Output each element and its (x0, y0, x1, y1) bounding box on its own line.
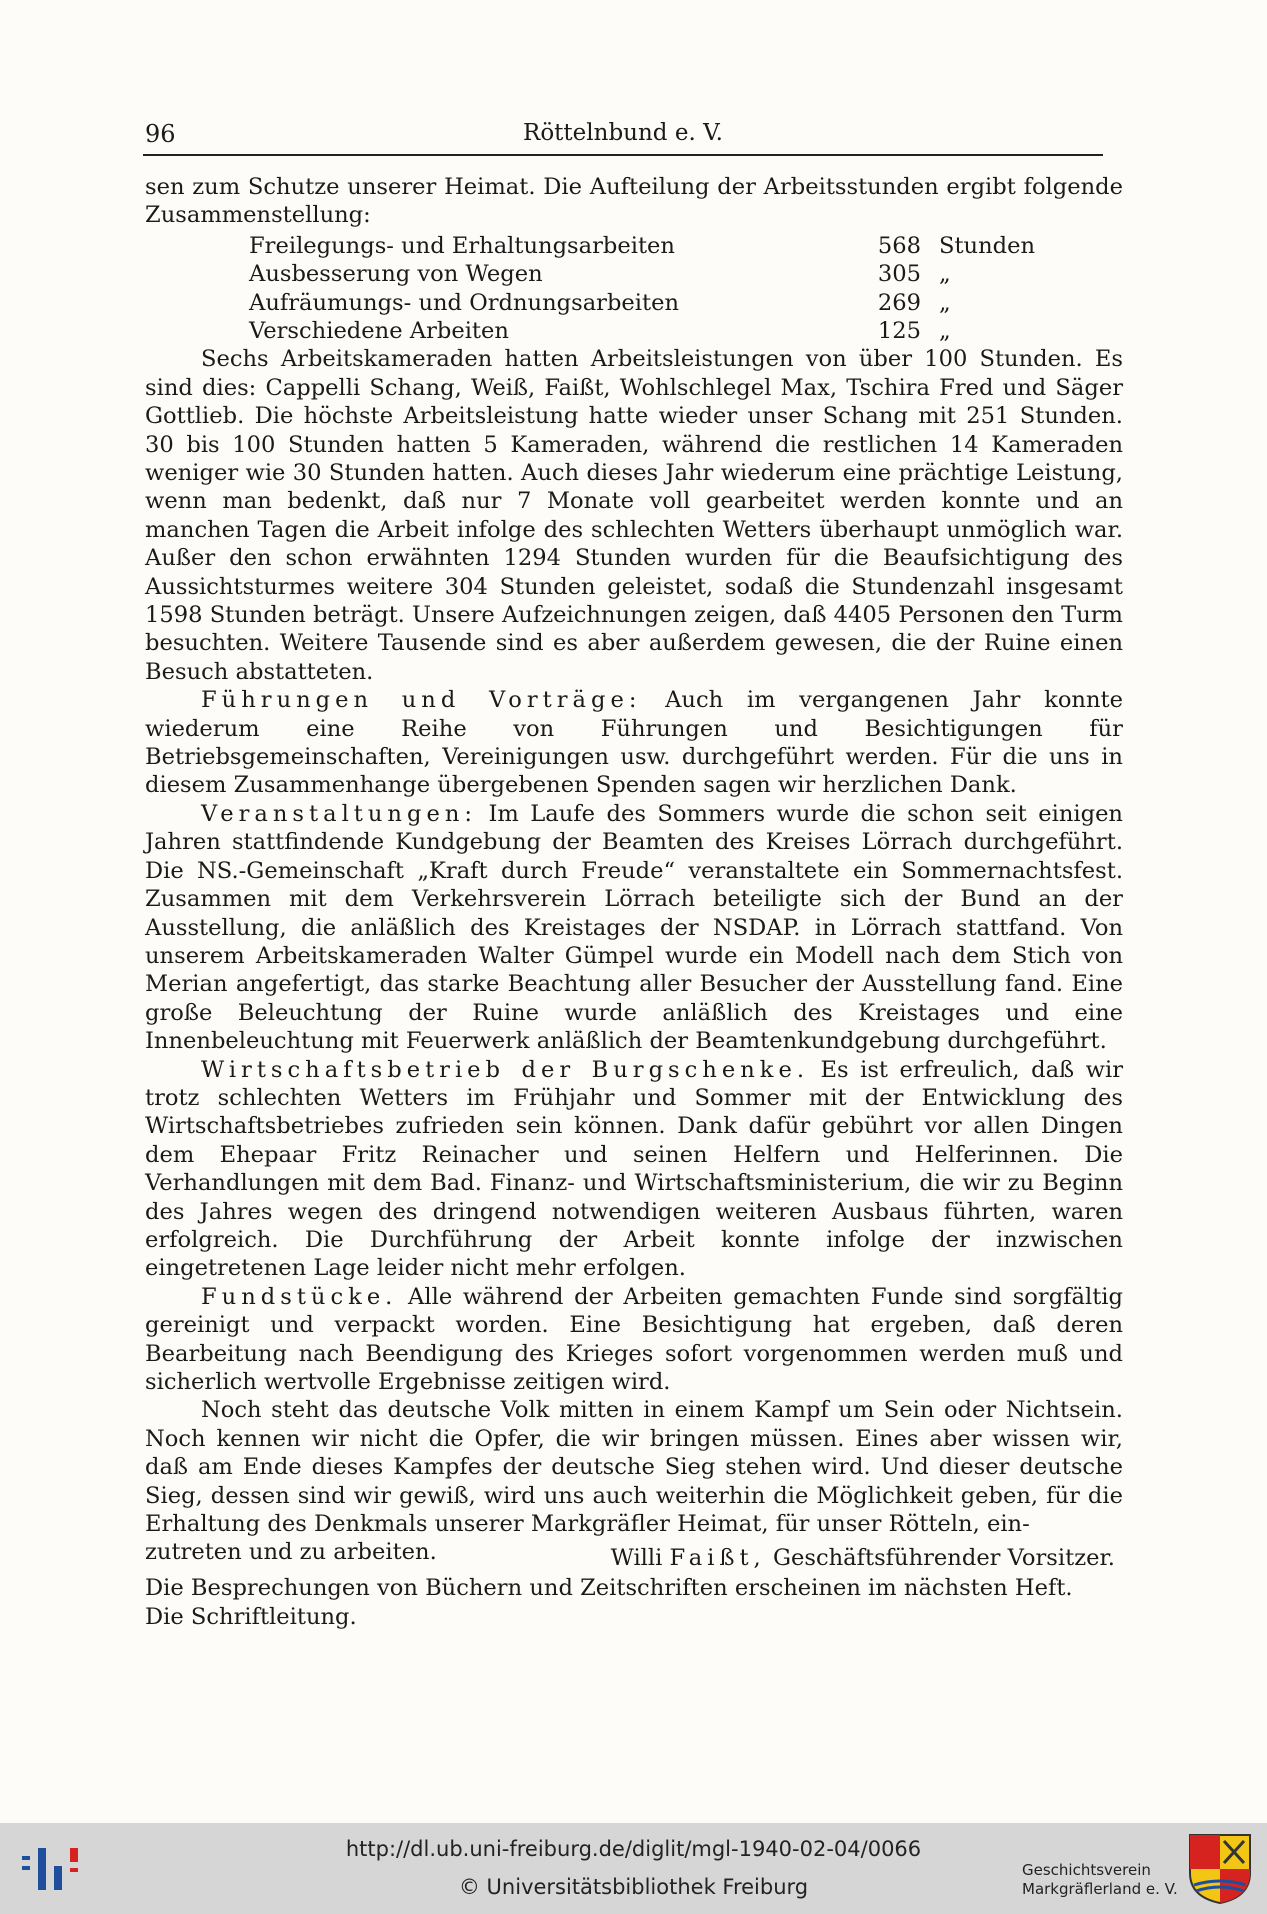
row-value: 305 (877, 261, 921, 288)
coat-of-arms-icon (1188, 1833, 1252, 1905)
page-body (145, 173, 1123, 1631)
row-label: Aufräumungs- und Ordnungsarbeiten (249, 289, 680, 316)
intro-paragraph: sen zum Schutze unserer Heimat. Die Aufteilung der Arbeitsstunden ergibt folgende Zusammenstellung: (145, 174, 1123, 229)
signature-line (145, 1538, 1123, 1574)
table-row (249, 232, 1123, 260)
table-row (249, 260, 1123, 288)
society-name (1022, 1861, 1178, 1899)
tours-paragraph (145, 686, 1123, 800)
section-heading: Führungen und Vorträge: (201, 687, 642, 714)
closing-last-line: zutreten und zu arbeiten. (145, 1539, 437, 1566)
row-unit: „ (939, 261, 951, 288)
society-name-line-1: Geschichtsverein (1022, 1861, 1151, 1879)
tavern-paragraph (145, 1056, 1123, 1283)
row-label: Ausbesserung von Wegen (249, 261, 543, 288)
signature (611, 1544, 1115, 1572)
hours-paragraph: Sechs Arbeitskameraden hatten Arbeitsleistungen von über 100 Stunden. Es sind dies: Cappelli Schang, Weiß, Faißt, Wohlschlegel Max, Tschira Fred und Säger Gottlieb. Die höchste Arbeitsleistung hatte wieder unser Schang mit 251 Stunden. 30 bis 100 Stunden hatten 5 Kameraden, während die restlichen 14 Kameraden weniger wie 30 Stunden hatten. Auch dieses Jahr wiederum eine prächtige Leistung, wenn man bedenkt, daß nur 7 Monate voll gearbeitet werden konnte und an manchen Tagen die Arbeit infolge des schlechten Wetters überhaupt unmöglich war. Außer den schon erwähnten 1294 Stunden wurden für die Beaufsichtigung des Aussichtsturmes weitere 304 Stunden geleistet, sodaß die Stundenzahl insgesamt 1598 Stunden beträgt. Unsere Aufzeichnungen zeigen, daß 4405 Personen den Turm besuchten. Weitere Tausende sind es aber außerdem gewesen, die der Ruine einen Besuch abstatteten. (145, 346, 1123, 685)
table-row (249, 289, 1123, 317)
signature-role: Geschäftsführender Vorsitzer. (772, 1545, 1115, 1572)
copyright-text: © Universitätsbibliothek Freiburg (458, 1875, 809, 1899)
row-label: Verschiedene Arbeiten (249, 317, 509, 344)
row-unit: „ (939, 289, 951, 316)
editorial-notice: Die Besprechungen von Büchern und Zeitschriften erscheinen im nächsten Heft. (145, 1575, 1073, 1602)
section-heading: Wirtschaftsbetrieb der Burgschenke. (201, 1056, 810, 1083)
section-text: Alle während der Arbeiten gemachten Funde sind sorgfältig gereinigt und verpackt worden. Eine Besichtigung hat ergeben, daß deren Bearbeitung nach Beendigung des Krieges sofort vorgenommen werden muß und sicherlich wertvolle Ergebnisse zeitigen wird. (145, 1283, 1123, 1395)
section-heading: Fundstücke. (201, 1283, 398, 1310)
page-number: 96 (145, 120, 176, 148)
closing-paragraph: Noch steht das deutsche Volk mitten in einem Kampf um Sein oder Nichtsein. Noch kennen wir nicht die Opfer, die wir bringen müssen. Eines aber wissen wir, daß am Ende dieses Kampfes der deutsche Sieg stehen wird. Und dieser deutsche Sieg, dessen sind wir gewiß, wird uns auch weiterhin die Möglichkeit geben, für die Erhaltung des Denkmals unserer Markgräfler Heimat, für unser Rötteln, ein- (145, 1397, 1123, 1538)
society-name-line-2: Markgräflerland e. V. (1022, 1880, 1178, 1898)
viewer-footer (0, 1823, 1267, 1914)
signature-first-name: Willi (610, 1545, 663, 1572)
events-paragraph (145, 800, 1123, 1056)
row-value: 269 (877, 289, 921, 316)
row-value: 568 (877, 232, 921, 259)
section-heading: Veranstaltungen: (201, 800, 477, 827)
signature-last-name: Faißt, (669, 1545, 766, 1572)
hours-table (249, 232, 1123, 346)
row-label: Freilegungs- und Erhaltungsarbeiten (249, 232, 675, 259)
running-title: Röttelnbund e. V. (523, 120, 723, 146)
page-header (143, 118, 1103, 156)
section-text: Auch im vergangenen Jahr konnte wiederum eine Reihe von Führungen und Besichtigungen für Betriebsgemeinschaften, Vereinigungen usw. durchgeführt werden. Für die uns in diesem Zusammenhange übergebenen Spenden sagen wir herzlichen Dank. (145, 687, 1123, 799)
section-text: Es ist erfreulich, daß wir trotz schlechten Wetters im Frühjahr und Sommer mit der Entwicklung des Wirtschaftsbetriebes zufrieden sein können. Dank dafür gebührt vor allen Dingen dem Ehepaar Fritz Reinacher und seinen Helfern und Helferinnen. Die Verhandlungen mit dem Bad. Finanz- und Wirtschaftsministerium, die wir zu Beginn des Jahres wegen des dringend notwendigen weiteren Ausbaus führten, waren erfolgreich. Die Durchführung der Arbeit konnte infolge der inzwischen eingetretenen Lage leider nicht mehr erfolgen. (145, 1056, 1123, 1282)
row-unit: „ (939, 317, 951, 344)
section-text: Im Laufe des Sommers wurde die schon seit einigen Jahren stattfindende Kundgebung der Beamten des Kreises Lörrach durchgeführt. Die NS.-Gemeinschaft „Kraft durch Freude“ veranstaltete ein Sommernachtsfest. Zusammen mit dem Verkehrsverein Lörrach beteiligte sich der Bund an der Ausstellung, die anläßlich des Kreistages der NSDAP. in Lörrach stattfand. Von unserem Arbeitskameraden Walter Gümpel wurde ein Modell nach dem Stich von Merian angefertigt, das starke Beachtung aller Besucher der Ausstellung fand. Eine große Beleuchtung der Ruine wurde anläßlich des Kreistages und eine Innenbeleuchtung mit Feuerwerk anläßlich der Beamtenkundgebung durchgeführt. (145, 800, 1123, 1055)
permalink-url[interactable]: http://dl.ub.uni-freiburg.de/diglit/mgl-1940-02-04/0066 (345, 1837, 922, 1861)
editorial-sign: Die Schriftleitung. (145, 1603, 357, 1630)
row-unit: Stunden (939, 232, 1036, 259)
finds-paragraph (145, 1283, 1123, 1397)
row-value: 125 (877, 317, 921, 344)
table-row (249, 317, 1123, 345)
